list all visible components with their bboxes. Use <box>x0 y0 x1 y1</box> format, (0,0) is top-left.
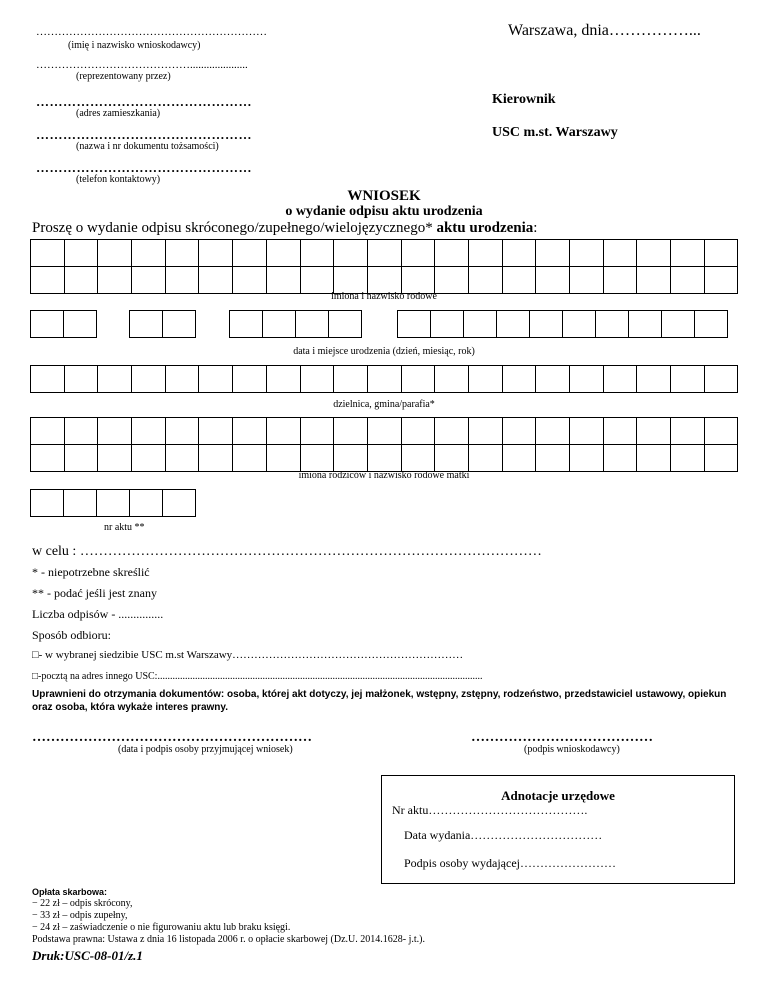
note-strike: * - niepotrzebne skreślić <box>32 565 150 579</box>
letter-box[interactable] <box>401 444 436 472</box>
letter-box[interactable] <box>63 310 97 338</box>
letter-box[interactable] <box>198 365 233 393</box>
letter-box[interactable] <box>670 266 705 294</box>
official-title: Adnotacje urzędowe <box>501 788 615 803</box>
birth-day-grid[interactable] <box>31 311 97 338</box>
letter-box[interactable] <box>661 310 695 338</box>
letter-box[interactable] <box>628 310 662 338</box>
letter-box[interactable] <box>162 310 196 338</box>
letter-box[interactable] <box>502 444 537 472</box>
pickup-method-label: Sposób odbioru: <box>32 628 112 642</box>
letter-box[interactable] <box>131 239 166 267</box>
letter-box[interactable] <box>30 489 64 517</box>
address-dots[interactable]: ………………………………………… <box>36 94 252 109</box>
letter-box[interactable] <box>64 417 99 445</box>
recipient-line2: USC m.st. Warszawy <box>492 125 618 140</box>
letter-box[interactable] <box>603 417 638 445</box>
letter-box[interactable] <box>131 417 166 445</box>
letter-box[interactable] <box>468 365 503 393</box>
letter-box[interactable] <box>30 310 64 338</box>
official-annotations-box <box>381 775 735 884</box>
letter-box[interactable] <box>333 417 368 445</box>
letter-box[interactable] <box>198 444 233 472</box>
letter-box[interactable] <box>569 239 604 267</box>
letter-box[interactable] <box>535 365 570 393</box>
recipient-line1: Kierownik <box>492 92 556 107</box>
letter-box[interactable] <box>198 417 233 445</box>
birth-month-grid[interactable] <box>130 311 196 338</box>
letter-box[interactable] <box>232 444 267 472</box>
letter-box[interactable] <box>670 417 705 445</box>
letter-box[interactable] <box>502 266 537 294</box>
letter-box[interactable] <box>162 489 196 517</box>
parents-caption: imiona rodziców i nazwisko rodowe matki <box>298 470 470 481</box>
letter-box[interactable] <box>397 310 431 338</box>
letter-box[interactable] <box>64 239 99 267</box>
letter-box[interactable] <box>704 417 739 445</box>
letter-box[interactable] <box>266 266 301 294</box>
applicant-signature-caption: (podpis wnioskodawcy) <box>524 744 620 755</box>
address-caption: (adres zamieszkania) <box>76 108 161 119</box>
document-dots[interactable]: ………………………………………… <box>36 127 252 142</box>
letter-box[interactable] <box>562 310 596 338</box>
letter-box[interactable] <box>535 417 570 445</box>
letter-box[interactable] <box>229 310 263 338</box>
letter-box[interactable] <box>502 417 537 445</box>
letter-box[interactable] <box>401 365 436 393</box>
district-caption: dzielnica, gmina/parafia* <box>333 399 435 410</box>
letter-box[interactable] <box>367 266 402 294</box>
fee-item: − 22 zł – odpis skrócony, <box>32 898 133 909</box>
letter-box[interactable] <box>165 365 200 393</box>
letter-box[interactable] <box>670 239 705 267</box>
letter-box[interactable] <box>569 417 604 445</box>
letter-box[interactable] <box>434 266 469 294</box>
letter-box[interactable] <box>300 444 335 472</box>
letter-box[interactable] <box>468 239 503 267</box>
names-caption: imiona i nazwisko rodowe <box>331 291 437 302</box>
letter-box[interactable] <box>496 310 530 338</box>
document-caption: (nazwa i nr dokumentu tożsamości) <box>76 141 219 152</box>
letter-box[interactable] <box>468 417 503 445</box>
letter-box[interactable] <box>502 365 537 393</box>
pickup-option-usc[interactable]: □- w wybranej siedzibie USC m.st Warszawy……………………………………………………… <box>32 649 464 661</box>
applicant-signature-dots[interactable]: ………………………………… <box>471 730 653 745</box>
letter-box[interactable] <box>603 239 638 267</box>
letter-box[interactable] <box>97 417 132 445</box>
letter-box[interactable] <box>30 239 65 267</box>
receiver-signature-dots[interactable]: …………………………………………………… <box>32 730 312 745</box>
letter-box[interactable] <box>367 417 402 445</box>
letter-box[interactable] <box>97 239 132 267</box>
letter-box[interactable] <box>266 444 301 472</box>
letter-box[interactable] <box>434 239 469 267</box>
official-issue-date: Data wydania…………………………… <box>404 828 603 842</box>
letter-box[interactable] <box>266 417 301 445</box>
letter-box[interactable] <box>401 266 436 294</box>
birth-caption: data i miejsce urodzenia (dzień, miesiąc, rok) <box>293 346 475 357</box>
letter-box[interactable] <box>232 365 267 393</box>
letter-box[interactable] <box>434 365 469 393</box>
letter-box[interactable] <box>131 444 166 472</box>
letter-box[interactable] <box>165 417 200 445</box>
letter-box[interactable] <box>165 444 200 472</box>
letter-box[interactable] <box>670 365 705 393</box>
note-known: ** - podać jeśli jest znany <box>32 586 157 600</box>
letter-box[interactable] <box>434 417 469 445</box>
letter-box[interactable] <box>535 239 570 267</box>
letter-box[interactable] <box>367 365 402 393</box>
letter-box[interactable] <box>636 444 671 472</box>
applicant-caption: (imię i nazwisko wnioskodawcy) <box>68 40 201 51</box>
letter-box[interactable] <box>569 365 604 393</box>
letter-box[interactable] <box>636 239 671 267</box>
letter-box[interactable] <box>529 310 563 338</box>
letter-box[interactable] <box>266 239 301 267</box>
receiver-signature-caption: (data i podpis osoby przyjmującej wniosek) <box>118 744 293 755</box>
letter-box[interactable] <box>198 239 233 267</box>
letter-box[interactable] <box>535 444 570 472</box>
letter-box[interactable] <box>30 266 65 294</box>
pickup-option-post[interactable]: □-pocztą na adres innego USC:.................................................................................................................................. <box>32 671 483 682</box>
letter-box[interactable] <box>401 239 436 267</box>
letter-box[interactable] <box>300 266 335 294</box>
letter-box[interactable] <box>30 365 65 393</box>
letter-box[interactable] <box>198 266 233 294</box>
letter-box[interactable] <box>704 239 739 267</box>
letter-box[interactable] <box>333 266 368 294</box>
letter-box[interactable] <box>595 310 629 338</box>
letter-box[interactable] <box>603 266 638 294</box>
letter-box[interactable] <box>569 444 604 472</box>
official-act-number: Nr aktu…………………………………. <box>392 803 588 817</box>
letter-box[interactable] <box>232 266 267 294</box>
form-subtitle: o wydanie odpisu aktu urodzenia <box>285 204 483 219</box>
letter-box[interactable] <box>165 239 200 267</box>
letter-box[interactable] <box>603 444 638 472</box>
letter-box[interactable] <box>64 365 99 393</box>
letter-box[interactable] <box>603 365 638 393</box>
letter-box[interactable] <box>131 266 166 294</box>
letter-box[interactable] <box>704 365 739 393</box>
letter-box[interactable] <box>636 365 671 393</box>
letter-box[interactable] <box>535 266 570 294</box>
letter-box[interactable] <box>97 266 132 294</box>
letter-box[interactable] <box>704 266 739 294</box>
letter-box[interactable] <box>63 489 97 517</box>
birth-year-grid[interactable] <box>230 311 362 338</box>
birth-place-grid[interactable] <box>398 311 728 338</box>
letter-box[interactable] <box>300 239 335 267</box>
legal-basis: Podstawa prawna: Ustawa z dnia 16 listopada 2006 r. o opłacie skarbowej (Dz.U. 2014.1628- j.t.). <box>32 934 425 945</box>
purpose-line[interactable]: w celu : ……………………………………………………………………………………… <box>32 544 542 559</box>
district-grid[interactable] <box>31 366 738 393</box>
letter-box[interactable] <box>295 310 329 338</box>
letter-box[interactable] <box>468 266 503 294</box>
letter-box[interactable] <box>97 444 132 472</box>
form-title: WNIOSEK <box>347 188 421 204</box>
letter-box[interactable] <box>97 365 132 393</box>
letter-box[interactable] <box>694 310 728 338</box>
letter-box[interactable] <box>266 365 301 393</box>
represented-caption: (reprezentowany przez) <box>76 71 171 82</box>
place-date[interactable]: Warszawa, dnia……………... <box>508 22 701 39</box>
letter-box[interactable] <box>430 310 464 338</box>
letter-box[interactable] <box>131 365 166 393</box>
represented-dots[interactable]: ……………………………………..................... <box>36 59 248 71</box>
letter-box[interactable] <box>670 444 705 472</box>
letter-box[interactable] <box>262 310 296 338</box>
letter-box[interactable] <box>232 239 267 267</box>
letter-box[interactable] <box>165 266 200 294</box>
letter-box[interactable] <box>328 310 362 338</box>
letter-box[interactable] <box>636 266 671 294</box>
letter-box[interactable] <box>300 417 335 445</box>
letter-box[interactable] <box>232 417 267 445</box>
act-caption: nr aktu ** <box>104 522 145 533</box>
letter-box[interactable] <box>129 310 163 338</box>
fee-item: − 24 zł – zaświadczenie o nie figurowaniu aktu lub braku księgi. <box>32 922 291 933</box>
letter-box[interactable] <box>569 266 604 294</box>
fee-title: Opłata skarbowa: <box>32 887 108 897</box>
form-code: Druk:USC-08-01/z.1 <box>32 948 143 963</box>
act-number-grid[interactable] <box>31 490 196 517</box>
letter-box[interactable] <box>434 444 469 472</box>
letter-box[interactable] <box>333 365 368 393</box>
letter-box[interactable] <box>502 239 537 267</box>
copies-field[interactable]: Liczba odpisów - ............... <box>32 607 164 621</box>
letter-box[interactable] <box>463 310 497 338</box>
applicant-dots[interactable]: ……………………………………………………… <box>36 26 267 38</box>
phone-dots[interactable]: ………………………………………… <box>36 160 252 175</box>
entitled-note: Uprawnieni do otrzymania dokumentów: osoba, której akt dotyczy, jej małżonek, wstępny, zstępny, rodzeństwo, przedstawiciel ustawowy, opiekun oraz osoba, która wykaże interes prawny. <box>32 689 727 713</box>
letter-box[interactable] <box>96 489 130 517</box>
fee-item: − 33 zł – odpis zupełny, <box>32 910 128 921</box>
names-grid[interactable] <box>31 240 738 294</box>
official-signature: Podpis osoby wydającej…………………… <box>404 856 616 870</box>
letter-box[interactable] <box>129 489 163 517</box>
letter-box[interactable] <box>367 444 402 472</box>
letter-box[interactable] <box>64 444 99 472</box>
letter-box[interactable] <box>30 444 65 472</box>
letter-box[interactable] <box>401 417 436 445</box>
letter-box[interactable] <box>30 417 65 445</box>
letter-box[interactable] <box>468 444 503 472</box>
letter-box[interactable] <box>333 444 368 472</box>
phone-caption: (telefon kontaktowy) <box>76 174 161 185</box>
letter-box[interactable] <box>704 444 739 472</box>
request-text: Proszę o wydanie odpisu skróconego/zupełnego/wielojęzycznego* aktu urodzenia: <box>32 220 538 236</box>
letter-box[interactable] <box>64 266 99 294</box>
letter-box[interactable] <box>636 417 671 445</box>
letter-box[interactable] <box>367 239 402 267</box>
letter-box[interactable] <box>333 239 368 267</box>
letter-box[interactable] <box>300 365 335 393</box>
parents-grid[interactable] <box>31 418 738 472</box>
